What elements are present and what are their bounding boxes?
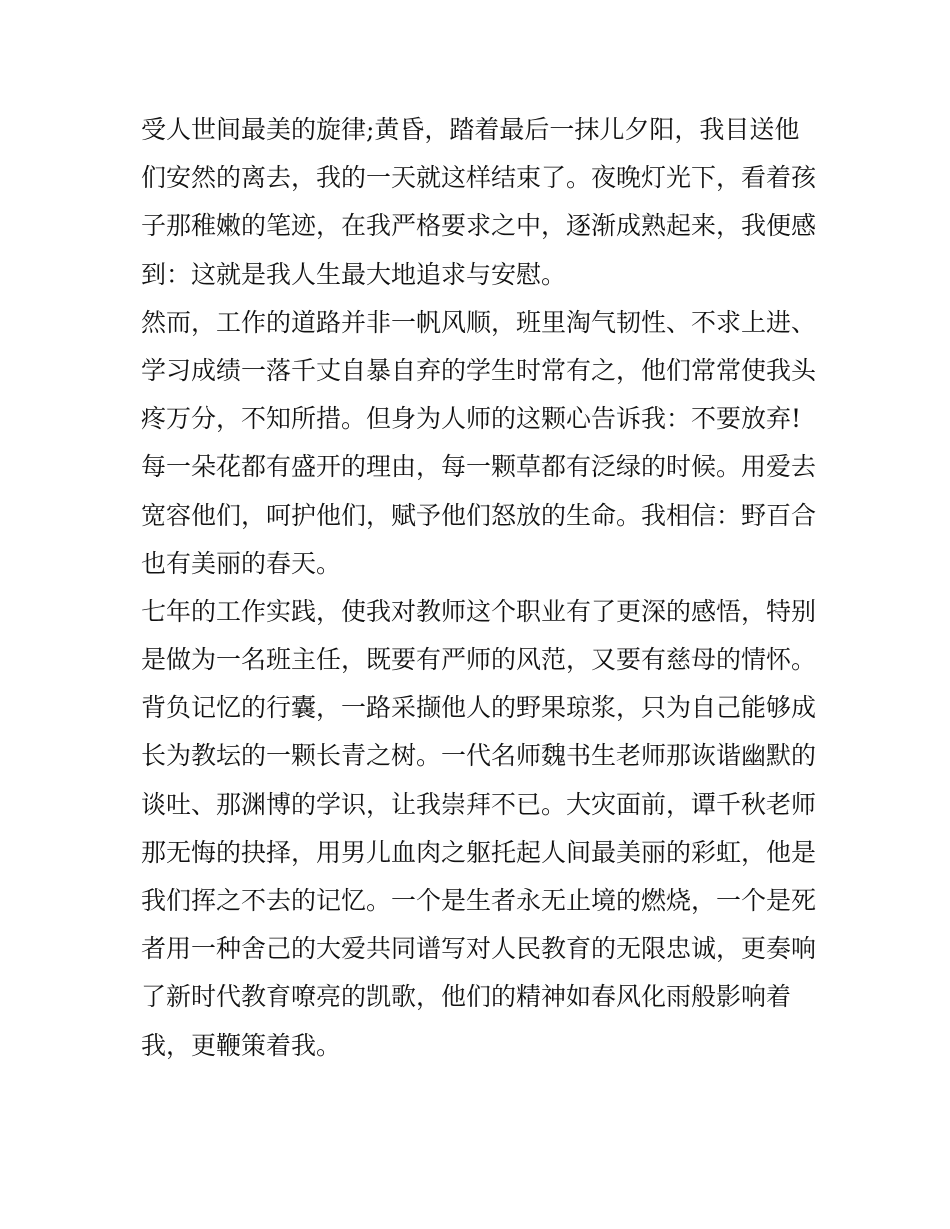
text-line: 们安然的离去，我的一天就这样结束了。夜晚灯光下，看着孩 (141, 163, 817, 193)
text-line: 谈吐、那渊博的学识，让我崇拜不已。大灾面前，谭千秋老师 (141, 789, 817, 819)
text-line: 到：这就是我人生最大地追求与安慰。 (141, 259, 567, 289)
text-line: 我们挥之不去的记忆。一个是生者永无止境的燃烧，一个是死 (141, 886, 817, 915)
text-line: 长为教坛的一颗长青之树。一代名师魏书生老师那诙谐幽默的 (141, 741, 817, 771)
text-line: 学习成绩一落千丈自暴自弃的学生时常有之，他们常常使我头 (141, 355, 817, 385)
text-line: 是做为一名班主任，既要有严师的风范，又要有慈母的情怀。 (141, 645, 817, 675)
text-line: 子那稚嫩的笔迹，在我严格要求之中，逐渐成熟起来，我便感 (141, 211, 817, 241)
text-line: 受人世间最美的旋律;黄昏，踏着最后一抹儿夕阳，我目送他 (141, 115, 800, 144)
body-text (141, 106, 831, 1070)
text-line: 每一朵花都有盛开的理由，每一颗草都有泛绿的时候。用爱去 (141, 452, 817, 482)
text-line: 七年的工作实践，使我对教师这个职业有了更深的感悟，特别 (141, 596, 817, 626)
text-line: 者用一种舍己的大爱共同谱写对人民教育的无限忠诚，更奏响 (141, 934, 817, 964)
text-line: 我，更鞭策着我。 (141, 1030, 342, 1060)
text-line: 然而，工作的道路并非一帆风顺，班里淘气韧性、不求上进、 (141, 307, 817, 337)
text-line: 背负记忆的行囊，一路采撷他人的野果琼浆，只为自己能够成 (141, 693, 817, 723)
text-line: 宽容他们，呵护他们，赋予他们怒放的生命。我相信：野百合 (141, 500, 817, 530)
text-line: 那无悔的抉择，用男儿血肉之躯托起人间最美丽的彩虹，他是 (141, 837, 817, 867)
text-line: 了新时代教育嘹亮的凯歌，他们的精神如春风化雨般影响着 (141, 982, 792, 1012)
text-line: 疼万分，不知所措。但身为人师的这颗心告诉我：不要放弃! (141, 404, 802, 434)
text-line: 也有美丽的春天。 (141, 548, 342, 578)
